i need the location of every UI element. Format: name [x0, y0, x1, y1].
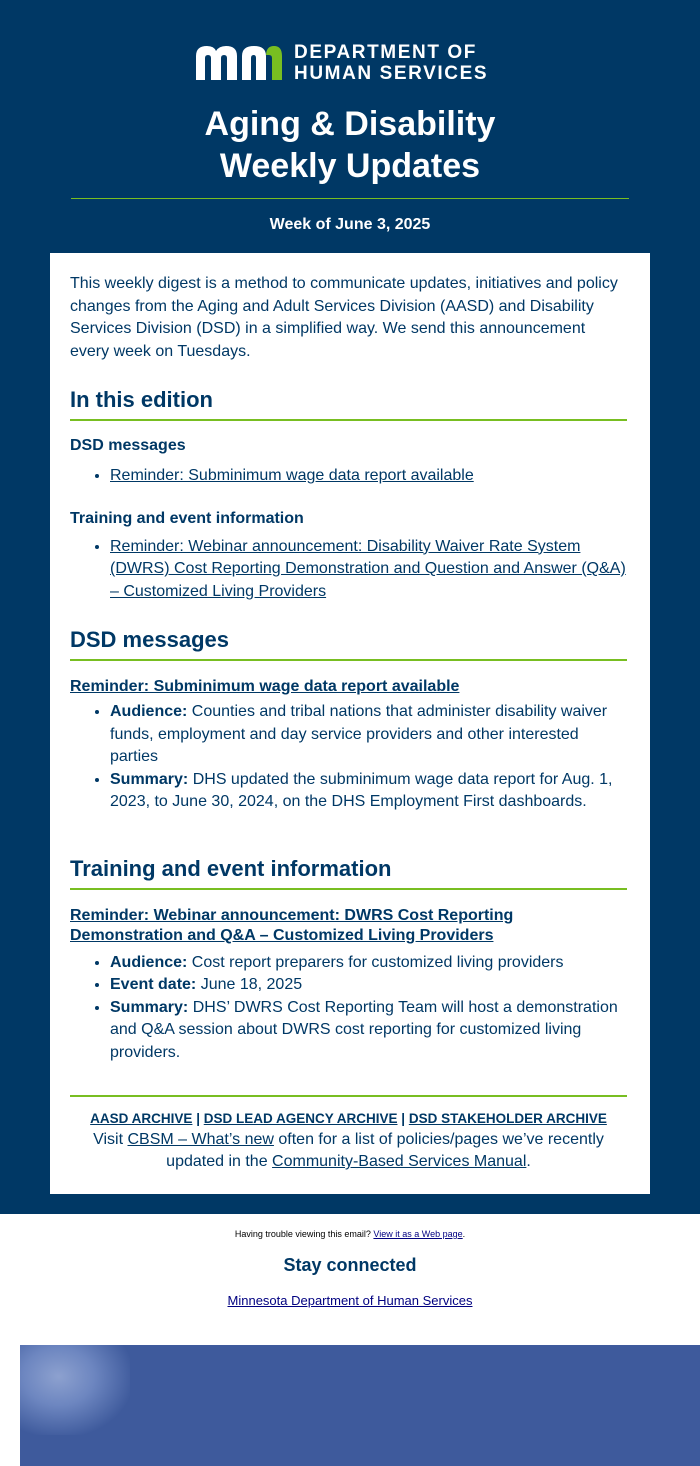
page-title	[0, 103, 700, 187]
title-line-2: Weekly Updates	[219, 147, 481, 185]
title-line-1: Aging & Disability	[204, 105, 496, 143]
trouble-viewing	[0, 1229, 700, 1239]
archive-links	[70, 1111, 627, 1126]
cbsm-whats-new-link[interactable]: CBSM – What’s new	[127, 1131, 274, 1148]
list-item	[110, 974, 627, 997]
dsd-section-heading: DSD messages	[70, 627, 627, 661]
audience-label: Audience:	[110, 953, 188, 971]
summary-label: Summary:	[110, 998, 189, 1016]
footer-divider	[70, 1095, 627, 1097]
mn-dhs-link[interactable]: Minnesota Department of Human Services	[227, 1293, 473, 1308]
audience-label: Audience:	[110, 703, 188, 720]
event-date-text: June 18, 2025	[200, 976, 303, 993]
training-section-heading: Training and event information	[70, 856, 627, 890]
list-item	[110, 701, 627, 769]
summary-text: DHS updated the subminimum wage data report for Aug. 1, 2023, to June 30, 2024, on the DHS Employment First dashboards.	[110, 770, 613, 810]
stay-connected-heading: Stay connected	[283, 1255, 417, 1275]
audience-text: Counties and tribal nations that administer disability waiver funds, employment and day service providers and other interested parties	[110, 703, 608, 765]
toc-dsd-list	[70, 465, 627, 488]
event-date-label: Event date:	[110, 976, 197, 993]
list-item	[110, 536, 627, 604]
visit-middle: often for a list of policies/pages we’ve recently updated in the	[166, 1131, 604, 1170]
toc-training-list	[70, 536, 627, 604]
summary-label: Summary:	[110, 770, 189, 788]
footer-banner	[20, 1345, 700, 1466]
cbsm-manual-link[interactable]: Community-Based Services Manual	[272, 1153, 527, 1170]
toc-heading: In this edition	[70, 387, 627, 421]
list-item	[110, 952, 627, 975]
list-item	[110, 769, 627, 814]
separator: |	[401, 1111, 406, 1126]
footer-note	[70, 1129, 627, 1173]
title-divider	[71, 198, 629, 199]
audience-text: Cost report preparers for customized living providers	[191, 953, 564, 971]
toc-group-dsd-title: DSD messages	[70, 437, 186, 454]
org-link-row	[0, 1293, 700, 1308]
separator: |	[196, 1111, 200, 1126]
dsd-stakeholder-archive-link[interactable]: DSD STAKEHOLDER ARCHIVE	[408, 1111, 607, 1126]
logo-text	[294, 42, 488, 84]
toc-link-webinar[interactable]: Reminder: Webinar announcement: Disability Waiver Rate System (DWRS) Cost Reporting Demonstration and Question and Answer (Q&A) – Customized Living Providers	[110, 537, 626, 600]
trouble-text: Having trouble viewing this email?	[234, 1229, 371, 1239]
logo-line-1: DEPARTMENT OF	[294, 42, 477, 63]
aasd-archive-link[interactable]: AASD ARCHIVE	[90, 1111, 193, 1126]
list-item	[110, 465, 627, 488]
visit-suffix: .	[526, 1153, 531, 1170]
mn-logo-icon	[194, 42, 284, 82]
logo-line-2: HUMAN SERVICES	[294, 63, 489, 84]
dsd-article-link[interactable]: Reminder: Subminimum wage data report available	[70, 678, 460, 695]
toc-group-training-title: Training and event information	[70, 509, 304, 527]
visit-prefix: Visit	[93, 1131, 124, 1148]
dsd-article-details	[70, 701, 627, 814]
trouble-suffix: .	[462, 1229, 466, 1239]
toc-link-subminimum-wage[interactable]: Reminder: Subminimum wage data report available	[110, 467, 474, 484]
dhs-logo[interactable]	[194, 40, 514, 84]
list-item	[110, 997, 627, 1065]
intro-paragraph: This weekly digest is a method to communicate updates, initiatives and policy changes from the Aging and Adult Services Division (AASD) and Disability Services Division (DSD) in a simplified way. We send this announcement every week on Tuesdays.	[70, 275, 618, 360]
training-article-link[interactable]: Reminder: Webinar announcement: DWRS Cost Reporting Demonstration and Q&A – Customized Living Providers	[70, 906, 514, 944]
week-date: Week of June 3, 2025	[269, 216, 431, 233]
banner-glow	[20, 1345, 130, 1435]
dsd-lead-agency-archive-link[interactable]: DSD LEAD AGENCY ARCHIVE	[203, 1111, 398, 1126]
training-article-details	[70, 952, 627, 1065]
content-card	[50, 253, 650, 1194]
summary-text: DHS’ DWRS Cost Reporting Team will host a demonstration and Q&A session about DWRS cost reporting for customized living providers.	[110, 998, 618, 1061]
web-page-link[interactable]: View it as a Web page	[373, 1229, 463, 1239]
